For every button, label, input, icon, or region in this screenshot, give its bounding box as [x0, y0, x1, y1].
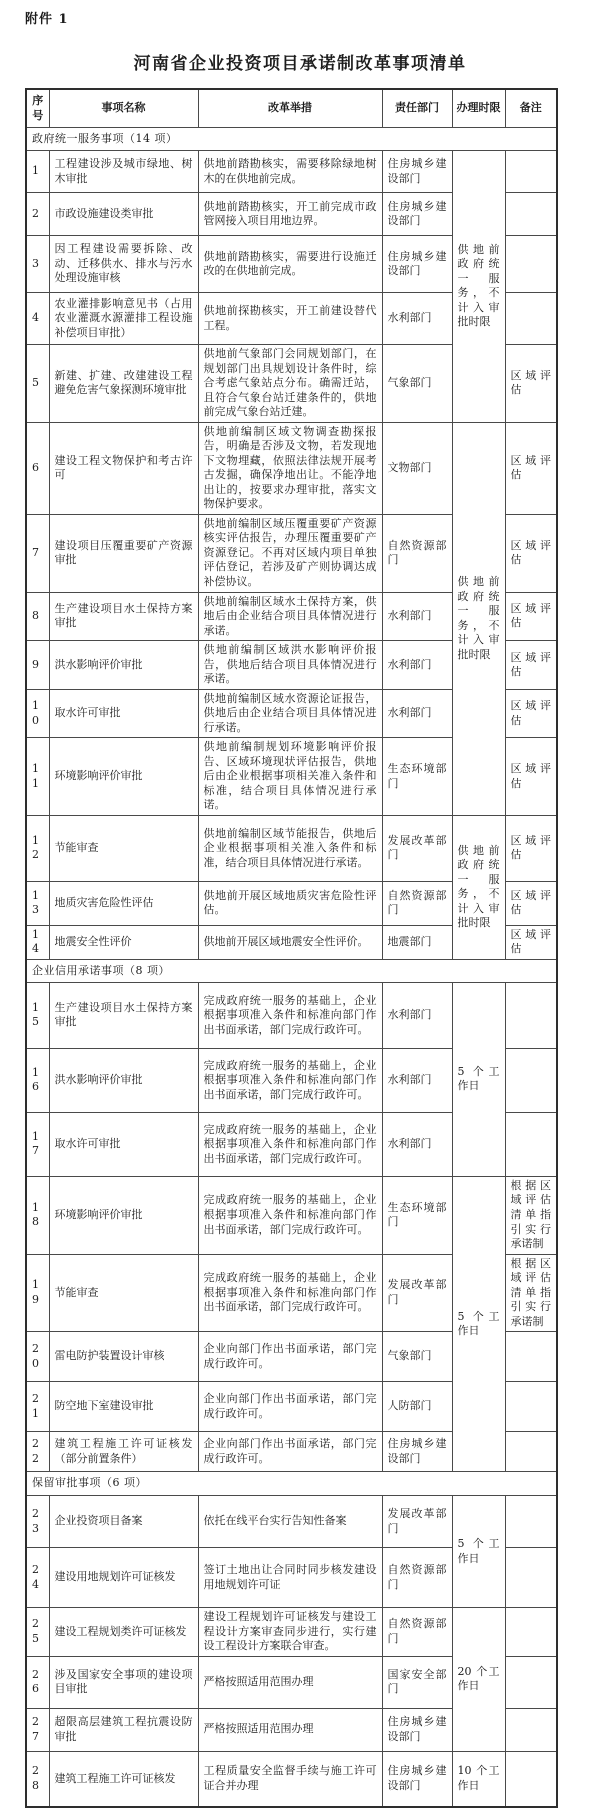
table-row [26, 1608, 557, 1657]
cell-measure: 供地前探勘核实，开工前建设替代工程。 [198, 293, 382, 345]
cell-note [505, 1432, 557, 1472]
cell-note: 根据区域评估清单指引实行承诺制 [505, 1254, 557, 1332]
cell-note [505, 1048, 557, 1112]
cell-dept: 水利部门 [382, 982, 452, 1048]
cell-seq: 20 [26, 1332, 49, 1382]
table-header-row [26, 89, 557, 128]
cell-seq: 10 [26, 689, 49, 738]
cell-seq: 8 [26, 592, 49, 641]
cell-item-name: 环境影响评价审批 [49, 1176, 198, 1254]
cell-note: 区域评估 [505, 689, 557, 738]
cell-item-name: 新建、扩建、改建建设工程避免危害气象探测环境审批 [49, 345, 198, 423]
cell-item-name: 取水许可审批 [49, 1112, 198, 1176]
cell-dept: 发展改革部门 [382, 1496, 452, 1548]
cell-dept: 住房城乡建设部门 [382, 1751, 452, 1807]
cell-dept: 自然资源部门 [382, 881, 452, 925]
cell-note [505, 193, 557, 236]
cell-seq: 17 [26, 1112, 49, 1176]
cell-note [505, 1548, 557, 1608]
cell-dept: 住房城乡建设部门 [382, 193, 452, 236]
cell-dept: 住房城乡建设部门 [382, 1432, 452, 1472]
cell-seq: 9 [26, 641, 49, 690]
cell-seq: 18 [26, 1176, 49, 1254]
cell-note [505, 1112, 557, 1176]
cell-seq: 24 [26, 1548, 49, 1608]
cell-measure: 供地前踏勘核实，需要进行设施迁改的在供地前完成。 [198, 236, 382, 293]
cell-measure: 供地前编制区域节能报告，供地后企业根据事项相关准入条件和标准，结合项目具体情况进行承诺。 [198, 815, 382, 881]
section-title-credit-commitment: 企业信用承诺事项（8 项） [26, 959, 557, 982]
cell-note [505, 1332, 557, 1382]
cell-measure: 企业向部门作出书面承诺，部门完成行政许可。 [198, 1432, 382, 1472]
cell-dept: 自然资源部门 [382, 1548, 452, 1608]
cell-seq: 26 [26, 1656, 49, 1708]
cell-item-name: 涉及国家安全事项的建设项目审批 [49, 1656, 198, 1708]
cell-item-name: 建筑工程施工许可证核发（部分前置条件） [49, 1432, 198, 1472]
cell-seq: 23 [26, 1496, 49, 1548]
cell-seq: 27 [26, 1708, 49, 1751]
cell-measure: 工程质量安全监督手续与施工许可证合并办理 [198, 1751, 382, 1807]
cell-seq: 11 [26, 738, 49, 816]
section-row [26, 128, 557, 151]
header-dept: 责任部门 [382, 89, 452, 128]
cell-item-name: 建设工程规划类许可证核发 [49, 1608, 198, 1657]
cell-seq: 2 [26, 193, 49, 236]
cell-item-name: 防空地下室建设审批 [49, 1382, 198, 1432]
cell-note [505, 293, 557, 345]
cell-measure: 供地前踏勘核实，开工前完成市政管网接入项目用地边界。 [198, 193, 382, 236]
cell-dept: 水利部门 [382, 689, 452, 738]
table-row [26, 1751, 557, 1807]
cell-measure: 完成政府统一服务的基础上，企业根据事项准入条件和标准向部门作出书面承诺，部门完成行政许可。 [198, 1112, 382, 1176]
cell-item-name: 建设工程文物保护和考古许可 [49, 422, 198, 514]
cell-measure: 供地前开展区域地震安全性评价。 [198, 925, 382, 959]
cell-dept: 国家安全部门 [382, 1656, 452, 1708]
cell-note: 根据区域评估清单指引实行承诺制 [505, 1176, 557, 1254]
table-row [26, 422, 557, 514]
cell-dept: 气象部门 [382, 1332, 452, 1382]
cell-time-limit: 5 个工作日 [452, 1176, 505, 1471]
cell-seq: 15 [26, 982, 49, 1048]
table-row [26, 1496, 557, 1548]
cell-note: 区域评估 [505, 881, 557, 925]
cell-measure: 供地前编制区域水土保持方案，供地后由企业结合项目具体情况进行承诺。 [198, 592, 382, 641]
cell-item-name: 建设项目压覆重要矿产资源审批 [49, 514, 198, 592]
table-row [26, 982, 557, 1048]
cell-dept: 发展改革部门 [382, 1254, 452, 1332]
cell-seq: 5 [26, 345, 49, 423]
cell-dept: 住房城乡建设部门 [382, 1708, 452, 1751]
header-measure: 改革举措 [198, 89, 382, 128]
cell-dept: 人防部门 [382, 1382, 452, 1432]
cell-measure: 供地前编制区域洪水影响评价报告，供地后结合项目具体情况进行承诺。 [198, 641, 382, 690]
cell-note [505, 1656, 557, 1708]
cell-measure: 完成政府统一服务的基础上，企业根据事项准入条件和标准向部门作出书面承诺，部门完成行政许可。 [198, 1254, 382, 1332]
cell-seq: 12 [26, 815, 49, 881]
cell-measure: 供地前编制规划环境影响评价报告、区域环境现状评估报告，供地后由企业根据事项相关准入条件和标准，结合项目具体情况进行承诺。 [198, 738, 382, 816]
cell-measure: 完成政府统一服务的基础上，企业根据事项准入条件和标准向部门作出书面承诺，部门完成行政许可。 [198, 1176, 382, 1254]
section-title-retained-approval: 保留审批事项（6 项） [26, 1472, 557, 1496]
header-item-name: 事项名称 [49, 89, 198, 128]
cell-dept: 水利部门 [382, 293, 452, 345]
cell-time-limit: 20 个工作日 [452, 1608, 505, 1752]
cell-item-name: 雷电防护装置设计审核 [49, 1332, 198, 1382]
cell-dept: 水利部门 [382, 1048, 452, 1112]
cell-note [505, 1751, 557, 1807]
cell-item-name: 建设用地规划许可证核发 [49, 1548, 198, 1608]
cell-time-limit: 供地前政府统一服务，不计入审批时限 [452, 151, 505, 423]
cell-time-limit: 10 个工作日 [452, 1751, 505, 1807]
cell-note: 区域评估 [505, 815, 557, 881]
cell-seq: 28 [26, 1751, 49, 1807]
header-time-limit: 办理时限 [452, 89, 505, 128]
cell-note [505, 982, 557, 1048]
cell-item-name: 超限高层建筑工程抗震设防审批 [49, 1708, 198, 1751]
cell-seq: 16 [26, 1048, 49, 1112]
cell-dept: 生态环境部门 [382, 738, 452, 816]
cell-item-name: 建筑工程施工许可证核发 [49, 1751, 198, 1807]
cell-item-name: 取水许可审批 [49, 689, 198, 738]
cell-seq: 3 [26, 236, 49, 293]
cell-measure: 完成政府统一服务的基础上，企业根据事项准入条件和标准向部门作出书面承诺，部门完成行政许可。 [198, 982, 382, 1048]
page-title: 河南省企业投资项目承诺制改革事项清单 [133, 54, 467, 74]
cell-seq: 25 [26, 1608, 49, 1657]
cell-seq: 7 [26, 514, 49, 592]
cell-time-limit: 5 个工作日 [452, 1496, 505, 1608]
cell-note [505, 1496, 557, 1548]
header-note: 备注 [505, 89, 557, 128]
cell-item-name: 市政设施建设类审批 [49, 193, 198, 236]
cell-note [505, 1708, 557, 1751]
cell-time-limit: 5 个工作日 [452, 982, 505, 1176]
cell-note: 区域评估 [505, 641, 557, 690]
cell-dept: 自然资源部门 [382, 514, 452, 592]
cell-item-name: 因工程建设需要拆除、改动、迁移供水、排水与污水处理设施审核 [49, 236, 198, 293]
cell-measure: 完成政府统一服务的基础上，企业根据事项准入条件和标准向部门作出书面承诺，部门完成行政许可。 [198, 1048, 382, 1112]
cell-measure: 供地前踏勘核实，需要移除绿地树木的在供地前完成。 [198, 151, 382, 193]
cell-note: 区域评估 [505, 925, 557, 959]
cell-measure: 供地前编制区域文物调查勘探报告，明确是否涉及文物，若发现地下文物埋藏，依照法律法规开展考古发掘，确保净地出让。不能净地出让的，按要求办理审批，落实文物保护要求。 [198, 422, 382, 514]
cell-measure: 签订土地出让合同时同步核发建设用地规划许可证 [198, 1548, 382, 1608]
table-row [26, 1176, 557, 1254]
cell-measure: 严格按照适用范围办理 [198, 1656, 382, 1708]
cell-note [505, 1608, 557, 1657]
cell-item-name: 洪水影响评价审批 [49, 1048, 198, 1112]
section-row [26, 1472, 557, 1496]
header-seq: 序号 [26, 89, 49, 128]
cell-item-name: 洪水影响评价审批 [49, 641, 198, 690]
cell-time-limit: 供地前政府统一服务，不计入审批时限 [452, 815, 505, 959]
cell-dept: 自然资源部门 [382, 1608, 452, 1657]
cell-seq: 21 [26, 1382, 49, 1432]
reform-items-table [25, 88, 558, 1808]
table-row [26, 815, 557, 881]
table-row [26, 151, 557, 193]
cell-item-name: 环境影响评价审批 [49, 738, 198, 816]
cell-measure: 供地前编制区域压覆重要矿产资源核实评估报告，办理压覆重要矿产资源登记。不再对区域内项目单独评估登记，若涉及矿产则协调达成补偿协议。 [198, 514, 382, 592]
cell-measure: 供地前编制区域水资源论证报告，供地后由企业结合项目具体情况进行承诺。 [198, 689, 382, 738]
section-title-gov-service: 政府统一服务事项（14 项） [26, 128, 557, 151]
cell-seq: 1 [26, 151, 49, 193]
cell-dept: 地震部门 [382, 925, 452, 959]
cell-note: 区域评估 [505, 738, 557, 816]
cell-dept: 文物部门 [382, 422, 452, 514]
cell-measure: 供地前气象部门会同规划部门，在规划部门出具规划设计条件时，综合考虑气象站点分布。确需迁站，且符合气象台站迁建条件的，供地前完成气象台站迁建。 [198, 345, 382, 423]
cell-seq: 4 [26, 293, 49, 345]
cell-dept: 住房城乡建设部门 [382, 236, 452, 293]
cell-item-name: 工程建设涉及城市绿地、树木审批 [49, 151, 198, 193]
cell-dept: 水利部门 [382, 1112, 452, 1176]
cell-measure: 依托在线平台实行告知性备案 [198, 1496, 382, 1548]
cell-dept: 住房城乡建设部门 [382, 151, 452, 193]
cell-dept: 水利部门 [382, 592, 452, 641]
cell-dept: 生态环境部门 [382, 1176, 452, 1254]
cell-item-name: 地震安全性评价 [49, 925, 198, 959]
cell-item-name: 企业投资项目备案 [49, 1496, 198, 1548]
cell-measure: 供地前开展区域地质灾害危险性评估。 [198, 881, 382, 925]
cell-item-name: 节能审查 [49, 1254, 198, 1332]
cell-measure: 企业向部门作出书面承诺，部门完成行政许可。 [198, 1332, 382, 1382]
cell-measure: 严格按照适用范围办理 [198, 1708, 382, 1751]
attachment-label: 附件 1 [25, 12, 69, 27]
cell-dept: 发展改革部门 [382, 815, 452, 881]
cell-item-name: 农业灌排影响意见书（占用农业灌溉水源灌排工程设施补偿项目审批） [49, 293, 198, 345]
cell-time-limit: 供地前政府统一服务，不计入审批时限 [452, 422, 505, 815]
cell-seq: 6 [26, 422, 49, 514]
cell-seq: 22 [26, 1432, 49, 1472]
cell-note: 区域评估 [505, 592, 557, 641]
cell-note: 区域评估 [505, 422, 557, 514]
cell-note [505, 236, 557, 293]
cell-dept: 水利部门 [382, 641, 452, 690]
cell-seq: 13 [26, 881, 49, 925]
section-row [26, 959, 557, 982]
cell-note: 区域评估 [505, 345, 557, 423]
cell-seq: 14 [26, 925, 49, 959]
cell-item-name: 生产建设项目水土保持方案审批 [49, 592, 198, 641]
cell-note: 区域评估 [505, 514, 557, 592]
cell-measure: 建设工程规划许可证核发与建设工程设计方案审查同步进行，实行建设工程设计方案联合审查。 [198, 1608, 382, 1657]
cell-note [505, 1382, 557, 1432]
cell-measure: 企业向部门作出书面承诺，部门完成行政许可。 [198, 1382, 382, 1432]
cell-note [505, 151, 557, 193]
cell-dept: 气象部门 [382, 345, 452, 423]
cell-item-name: 生产建设项目水土保持方案审批 [49, 982, 198, 1048]
cell-item-name: 地质灾害危险性评估 [49, 881, 198, 925]
cell-item-name: 节能审查 [49, 815, 198, 881]
cell-seq: 19 [26, 1254, 49, 1332]
